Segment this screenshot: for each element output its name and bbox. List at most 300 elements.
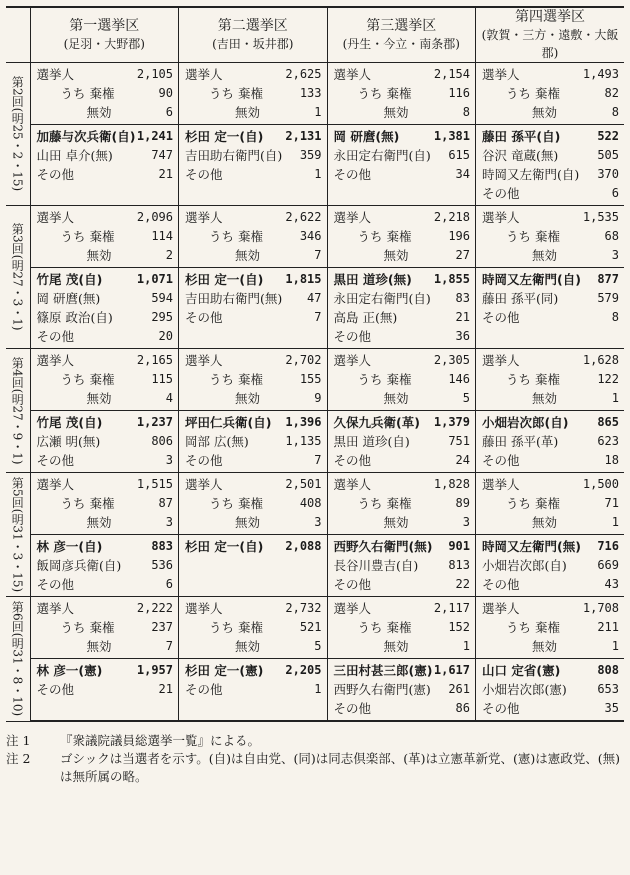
district-candidates-cell [327, 411, 476, 473]
stat-line [334, 208, 471, 227]
district-area: (吉田・坂井郡) [212, 37, 294, 51]
election-stats-row [6, 597, 624, 659]
candidate-name: 山口 定省(憲) [482, 663, 561, 678]
candidate-votes: 1 [314, 682, 322, 696]
stat-label: 無効 [235, 515, 261, 530]
candidate-votes: 295 [151, 310, 173, 324]
district-candidates-cell [327, 268, 476, 349]
district-candidates-cell [327, 535, 476, 597]
winner-line [334, 537, 471, 556]
header-corner [6, 7, 30, 63]
district-stats-cell [327, 473, 476, 535]
stat-value: 152 [448, 620, 470, 634]
stat-line [37, 637, 174, 656]
winner-line [37, 413, 174, 432]
stat-label: うち 棄権 [357, 86, 412, 101]
district-area: (足羽・大野郡) [63, 37, 145, 51]
candidate-votes: 751 [448, 434, 470, 448]
winner-line [185, 413, 322, 432]
district-header-2 [179, 7, 328, 63]
stat-line [482, 84, 619, 103]
candidate-name: 吉田助右衛門(無) [185, 291, 283, 306]
candidate-votes: 877 [597, 272, 619, 286]
stat-line [334, 618, 471, 637]
candidate-line [37, 556, 174, 575]
stat-value: 2,501 [285, 477, 322, 491]
district-candidates-cell [30, 125, 179, 206]
district-stats-cell [179, 63, 328, 125]
candidate-votes: 24 [455, 453, 470, 467]
candidate-votes: 505 [597, 148, 619, 162]
election-candidates-row [6, 125, 624, 206]
stat-label: 無効 [86, 391, 112, 406]
winner-line [37, 270, 174, 289]
candidate-votes: 716 [597, 539, 619, 553]
stat-label: うち 棄権 [506, 86, 560, 101]
stat-value: 7 [314, 248, 322, 262]
stat-line [185, 65, 322, 84]
stat-label: うち 棄権 [209, 86, 263, 101]
stat-value: 2,165 [136, 353, 173, 367]
candidate-name: その他 [333, 329, 372, 344]
stat-label: うち 棄権 [60, 496, 115, 511]
district-stats-cell [30, 349, 179, 411]
stat-value: 3 [611, 248, 619, 262]
stat-label: うち 棄権 [357, 496, 412, 511]
stat-label: 無効 [383, 639, 409, 654]
stat-line [185, 389, 322, 408]
candidate-line [334, 327, 471, 346]
stat-value: 1 [314, 105, 322, 119]
stat-line [185, 370, 322, 389]
candidate-name: その他 [482, 577, 520, 592]
election-results-table [6, 6, 624, 722]
election-stats-row [6, 206, 624, 268]
winner-line [37, 127, 174, 146]
district-stats-cell [30, 473, 179, 535]
stat-label: 選挙人 [333, 67, 372, 82]
election-label: 第6回(明31・8・10) [6, 597, 30, 722]
stat-label: 無効 [383, 105, 409, 120]
candidate-name: その他 [482, 310, 520, 325]
candidate-name: その他 [36, 167, 75, 182]
stat-line [37, 599, 174, 618]
stat-value: 2 [165, 248, 173, 262]
stat-label: うち 棄権 [506, 229, 560, 244]
candidate-votes: 1,381 [433, 129, 470, 143]
candidate-name: 岡 研麿(無) [333, 129, 400, 144]
candidate-name: その他 [333, 167, 372, 182]
stat-label: 選挙人 [36, 210, 75, 225]
stat-line [185, 475, 322, 494]
candidate-votes: 883 [151, 539, 173, 553]
stat-value: 521 [299, 620, 322, 634]
district-candidates-cell [30, 535, 179, 597]
candidate-name: 小畑岩次郎(自) [482, 415, 569, 430]
stat-label: 選挙人 [482, 210, 520, 225]
election-candidates-row [6, 535, 624, 597]
stat-line [334, 84, 471, 103]
stat-line [37, 475, 174, 494]
stat-line [334, 370, 471, 389]
winner-line [482, 413, 619, 432]
candidate-votes: 43 [604, 577, 619, 591]
district-stats-cell [30, 63, 179, 125]
district-stats-cell [30, 597, 179, 659]
stat-line [334, 513, 471, 532]
district-stats-cell [476, 206, 625, 268]
stat-value: 8 [462, 105, 470, 119]
candidate-name: 山田 卓介(無) [36, 148, 113, 163]
candidate-votes: 21 [158, 682, 173, 696]
election-stats-row [6, 349, 624, 411]
stat-line [334, 389, 471, 408]
stat-value: 90 [158, 86, 173, 100]
stat-line [482, 618, 619, 637]
candidate-votes: 359 [299, 148, 322, 162]
election-candidates-row [6, 411, 624, 473]
stat-line [185, 599, 322, 618]
candidate-votes: 6 [611, 186, 619, 200]
stat-line [185, 513, 322, 532]
candidate-name: 杉田 定一(自) [185, 129, 264, 144]
candidate-name: 谷沢 竜蔵(無) [482, 148, 559, 163]
district-candidates-cell [30, 411, 179, 473]
district-candidates-cell [476, 268, 625, 349]
stat-value: 9 [314, 391, 322, 405]
stat-value: 2,622 [285, 210, 322, 224]
stat-line [37, 513, 174, 532]
stat-label: うち 棄権 [60, 229, 115, 244]
district-stats-cell [327, 349, 476, 411]
stat-line [334, 227, 471, 246]
stat-line [482, 599, 619, 618]
candidate-name: 黒田 道珍(自) [333, 434, 410, 449]
candidate-name: 高島 正(無) [333, 310, 398, 325]
candidate-votes: 2,088 [285, 539, 322, 553]
election-label: 第3回(明27・3・1) [6, 206, 30, 349]
candidate-name: 藤田 孫平(革) [482, 434, 559, 449]
candidate-name: 吉田助右衛門(自) [185, 148, 283, 163]
candidate-votes: 623 [597, 434, 619, 448]
winner-line [37, 537, 174, 556]
candidate-name: その他 [333, 577, 372, 592]
table-body [6, 63, 624, 722]
candidate-votes: 34 [455, 167, 470, 181]
stat-value: 1 [611, 639, 619, 653]
district-name: 第一選挙区 [69, 18, 140, 34]
candidate-line [185, 146, 322, 165]
candidate-line [185, 165, 322, 184]
candidate-line [37, 680, 174, 699]
footnote-label: 注 2 [6, 751, 31, 766]
stat-line [482, 513, 619, 532]
stat-value: 82 [604, 86, 619, 100]
stat-label: 選挙人 [482, 601, 520, 616]
stat-label: 無効 [235, 639, 261, 654]
stat-value: 146 [448, 372, 470, 386]
district-candidates-cell [179, 535, 328, 597]
stat-line [37, 246, 174, 265]
candidate-line [334, 699, 471, 718]
stat-value: 1 [462, 639, 470, 653]
candidate-votes: 1,379 [433, 415, 470, 429]
stat-value: 408 [299, 496, 322, 510]
candidate-name: 西野久右衛門(無) [333, 539, 433, 554]
candidate-name: 西野久右衛門(憲) [333, 682, 431, 697]
stat-label: 選挙人 [333, 601, 372, 616]
district-area: (丹生・今立・南条郡) [342, 37, 460, 51]
stat-value: 1,628 [582, 353, 619, 367]
stat-label: うち 棄権 [60, 620, 115, 635]
stat-line [185, 227, 322, 246]
stat-value: 71 [604, 496, 619, 510]
candidate-votes: 615 [448, 148, 470, 162]
candidate-name: 三田村甚三郎(憲) [333, 663, 433, 678]
footnotes [6, 732, 624, 786]
candidate-name: 黒田 道珍(無) [333, 272, 412, 287]
candidate-votes: 536 [151, 558, 173, 572]
stat-line [482, 475, 619, 494]
stat-value: 133 [299, 86, 322, 100]
district-candidates-cell [30, 659, 179, 722]
footnote [6, 750, 624, 786]
election-label: 第5回(明31・3・15) [6, 473, 30, 597]
winner-line [185, 537, 322, 556]
candidate-votes: 747 [151, 148, 173, 162]
stat-label: 選挙人 [185, 67, 223, 82]
stat-value: 2,096 [136, 210, 173, 224]
stat-label: うち 棄権 [209, 496, 263, 511]
candidate-votes: 806 [151, 434, 173, 448]
stat-value: 3 [314, 515, 322, 529]
election-stats-row [6, 63, 624, 125]
election-label: 第2回(明25・2・15) [6, 63, 30, 206]
stat-label: 選挙人 [482, 67, 520, 82]
candidate-votes: 1,135 [285, 434, 322, 448]
candidate-name: その他 [482, 701, 520, 716]
stat-line [482, 370, 619, 389]
stat-line [482, 246, 619, 265]
stat-label: 無効 [532, 391, 558, 406]
stat-value: 1,535 [582, 210, 619, 224]
candidate-votes: 6 [165, 577, 173, 591]
district-candidates-cell [476, 535, 625, 597]
district-candidates-cell [179, 659, 328, 722]
winner-line [334, 661, 471, 680]
candidate-name: 広瀬 明(無) [36, 434, 101, 449]
candidate-name: 岡部 広(無) [185, 434, 249, 449]
candidate-votes: 1,396 [285, 415, 322, 429]
stat-value: 1,708 [582, 601, 619, 615]
candidate-name: その他 [36, 682, 75, 697]
stat-value: 211 [597, 620, 619, 634]
stat-line [37, 208, 174, 227]
candidate-line [482, 289, 619, 308]
election-stats-row [6, 473, 624, 535]
candidate-name: その他 [482, 453, 520, 468]
stat-label: 選挙人 [482, 353, 520, 368]
candidate-votes: 22 [455, 577, 470, 591]
candidate-votes: 808 [597, 663, 619, 677]
candidate-line [482, 575, 619, 594]
candidate-line [334, 432, 471, 451]
candidate-name: その他 [185, 682, 223, 697]
district-stats-cell [179, 206, 328, 268]
candidate-name: 時岡又左衛門(無) [482, 539, 581, 554]
stat-value: 1 [611, 391, 619, 405]
stat-label: 無効 [383, 248, 409, 263]
candidate-name: 篠原 政治(自) [36, 310, 113, 325]
stat-label: 無効 [235, 105, 261, 120]
winner-line [334, 413, 471, 432]
candidate-line [482, 556, 619, 575]
candidate-votes: 1,617 [433, 663, 470, 677]
candidate-name: その他 [185, 310, 223, 325]
candidate-line [334, 451, 471, 470]
candidate-line [482, 146, 619, 165]
stat-label: 選挙人 [36, 601, 75, 616]
candidate-line [334, 289, 471, 308]
stat-label: 選挙人 [185, 477, 223, 492]
footnote [6, 732, 624, 750]
candidate-name: 永田定右衛門(自) [333, 148, 431, 163]
stat-value: 2,305 [433, 353, 470, 367]
candidate-line [482, 699, 619, 718]
stat-line [482, 351, 619, 370]
candidate-name: 杉田 定一(自) [185, 272, 264, 287]
stat-label: うち 棄権 [209, 620, 263, 635]
stat-line [37, 494, 174, 513]
stat-value: 2,222 [136, 601, 173, 615]
footnote-text: ゴシックは当選者を示す。(自)は自由党、(同)は同志倶楽部、(革)は立憲革新党、(憲)は憲政党、(無)は無所属の略。 [60, 751, 621, 784]
stat-value: 346 [299, 229, 322, 243]
stat-value: 1,828 [433, 477, 470, 491]
stat-label: うち 棄権 [357, 620, 412, 635]
stat-label: 選挙人 [482, 477, 520, 492]
winner-line [482, 661, 619, 680]
district-stats-cell [179, 597, 328, 659]
district-stats-cell [476, 63, 625, 125]
stat-label: うち 棄権 [60, 86, 115, 101]
candidate-line [334, 556, 471, 575]
candidate-votes: 36 [455, 329, 470, 343]
candidate-line [334, 575, 471, 594]
candidate-line [334, 680, 471, 699]
candidate-votes: 653 [597, 682, 619, 696]
candidate-name: その他 [36, 577, 75, 592]
candidate-name: その他 [185, 453, 223, 468]
footnote-text: 『衆議院議員総選挙一覧』による。 [60, 733, 261, 748]
candidate-votes: 20 [158, 329, 173, 343]
candidate-line [185, 432, 322, 451]
candidate-name: 永田定右衛門(自) [333, 291, 431, 306]
candidate-votes: 594 [151, 291, 173, 305]
district-name: 第二選挙区 [217, 18, 288, 34]
candidate-name: 加藤与次兵衛(自) [36, 129, 136, 144]
candidate-votes: 35 [604, 701, 619, 715]
stat-line [482, 637, 619, 656]
winner-line [482, 127, 619, 146]
election-results-document [6, 6, 624, 786]
candidate-votes: 3 [165, 453, 173, 467]
district-stats-cell [327, 597, 476, 659]
stat-label: 無効 [86, 639, 112, 654]
candidate-line [482, 680, 619, 699]
stat-line [37, 65, 174, 84]
district-candidates-cell [179, 411, 328, 473]
district-stats-cell [476, 473, 625, 535]
stat-value: 1,515 [136, 477, 173, 491]
stat-label: 選挙人 [36, 353, 75, 368]
winner-line [185, 270, 322, 289]
candidate-line [37, 146, 174, 165]
stat-label: うち 棄権 [506, 496, 560, 511]
stat-line [482, 494, 619, 513]
stat-value: 115 [151, 372, 173, 386]
candidate-votes: 7 [314, 310, 322, 324]
winner-line [482, 270, 619, 289]
stat-label: うち 棄権 [357, 372, 412, 387]
candidate-line [37, 432, 174, 451]
candidate-votes: 261 [448, 682, 470, 696]
candidate-votes: 86 [455, 701, 470, 715]
stat-line [334, 599, 471, 618]
stat-value: 6 [165, 105, 173, 119]
candidate-line [482, 184, 619, 203]
stat-value: 116 [448, 86, 470, 100]
candidate-line [37, 289, 174, 308]
candidate-name: 竹尾 茂(自) [36, 415, 103, 430]
stat-line [482, 208, 619, 227]
candidate-votes: 1 [314, 167, 322, 181]
stat-line [185, 618, 322, 637]
candidate-line [37, 327, 174, 346]
candidate-name: 杉田 定一(自) [185, 539, 264, 554]
candidate-name: その他 [36, 453, 75, 468]
district-candidates-cell [327, 659, 476, 722]
table-header-row [6, 7, 624, 63]
stat-line [37, 227, 174, 246]
stat-line [482, 227, 619, 246]
candidate-votes: 1,237 [136, 415, 173, 429]
stat-value: 4 [165, 391, 173, 405]
stat-value: 122 [597, 372, 619, 386]
stat-value: 2,218 [433, 210, 470, 224]
stat-value: 2,105 [136, 67, 173, 81]
winner-line [185, 661, 322, 680]
stat-line [37, 370, 174, 389]
stat-value: 1 [611, 515, 619, 529]
candidate-name: 小畑岩次郎(憲) [482, 682, 567, 697]
candidate-line [185, 308, 322, 327]
district-candidates-cell [476, 411, 625, 473]
district-candidates-cell [179, 125, 328, 206]
district-header-1 [30, 7, 179, 63]
winner-line [185, 127, 322, 146]
candidate-name: 岡 研麿(無) [36, 291, 101, 306]
stat-value: 2,154 [433, 67, 470, 81]
candidate-name: その他 [36, 329, 75, 344]
stat-line [37, 84, 174, 103]
stat-line [185, 208, 322, 227]
candidate-name: その他 [333, 453, 372, 468]
candidate-name: 竹尾 茂(自) [36, 272, 103, 287]
candidate-votes: 370 [597, 167, 619, 181]
stat-value: 5 [314, 639, 322, 653]
candidate-line [334, 308, 471, 327]
candidate-name: 久保九兵衛(革) [333, 415, 420, 430]
